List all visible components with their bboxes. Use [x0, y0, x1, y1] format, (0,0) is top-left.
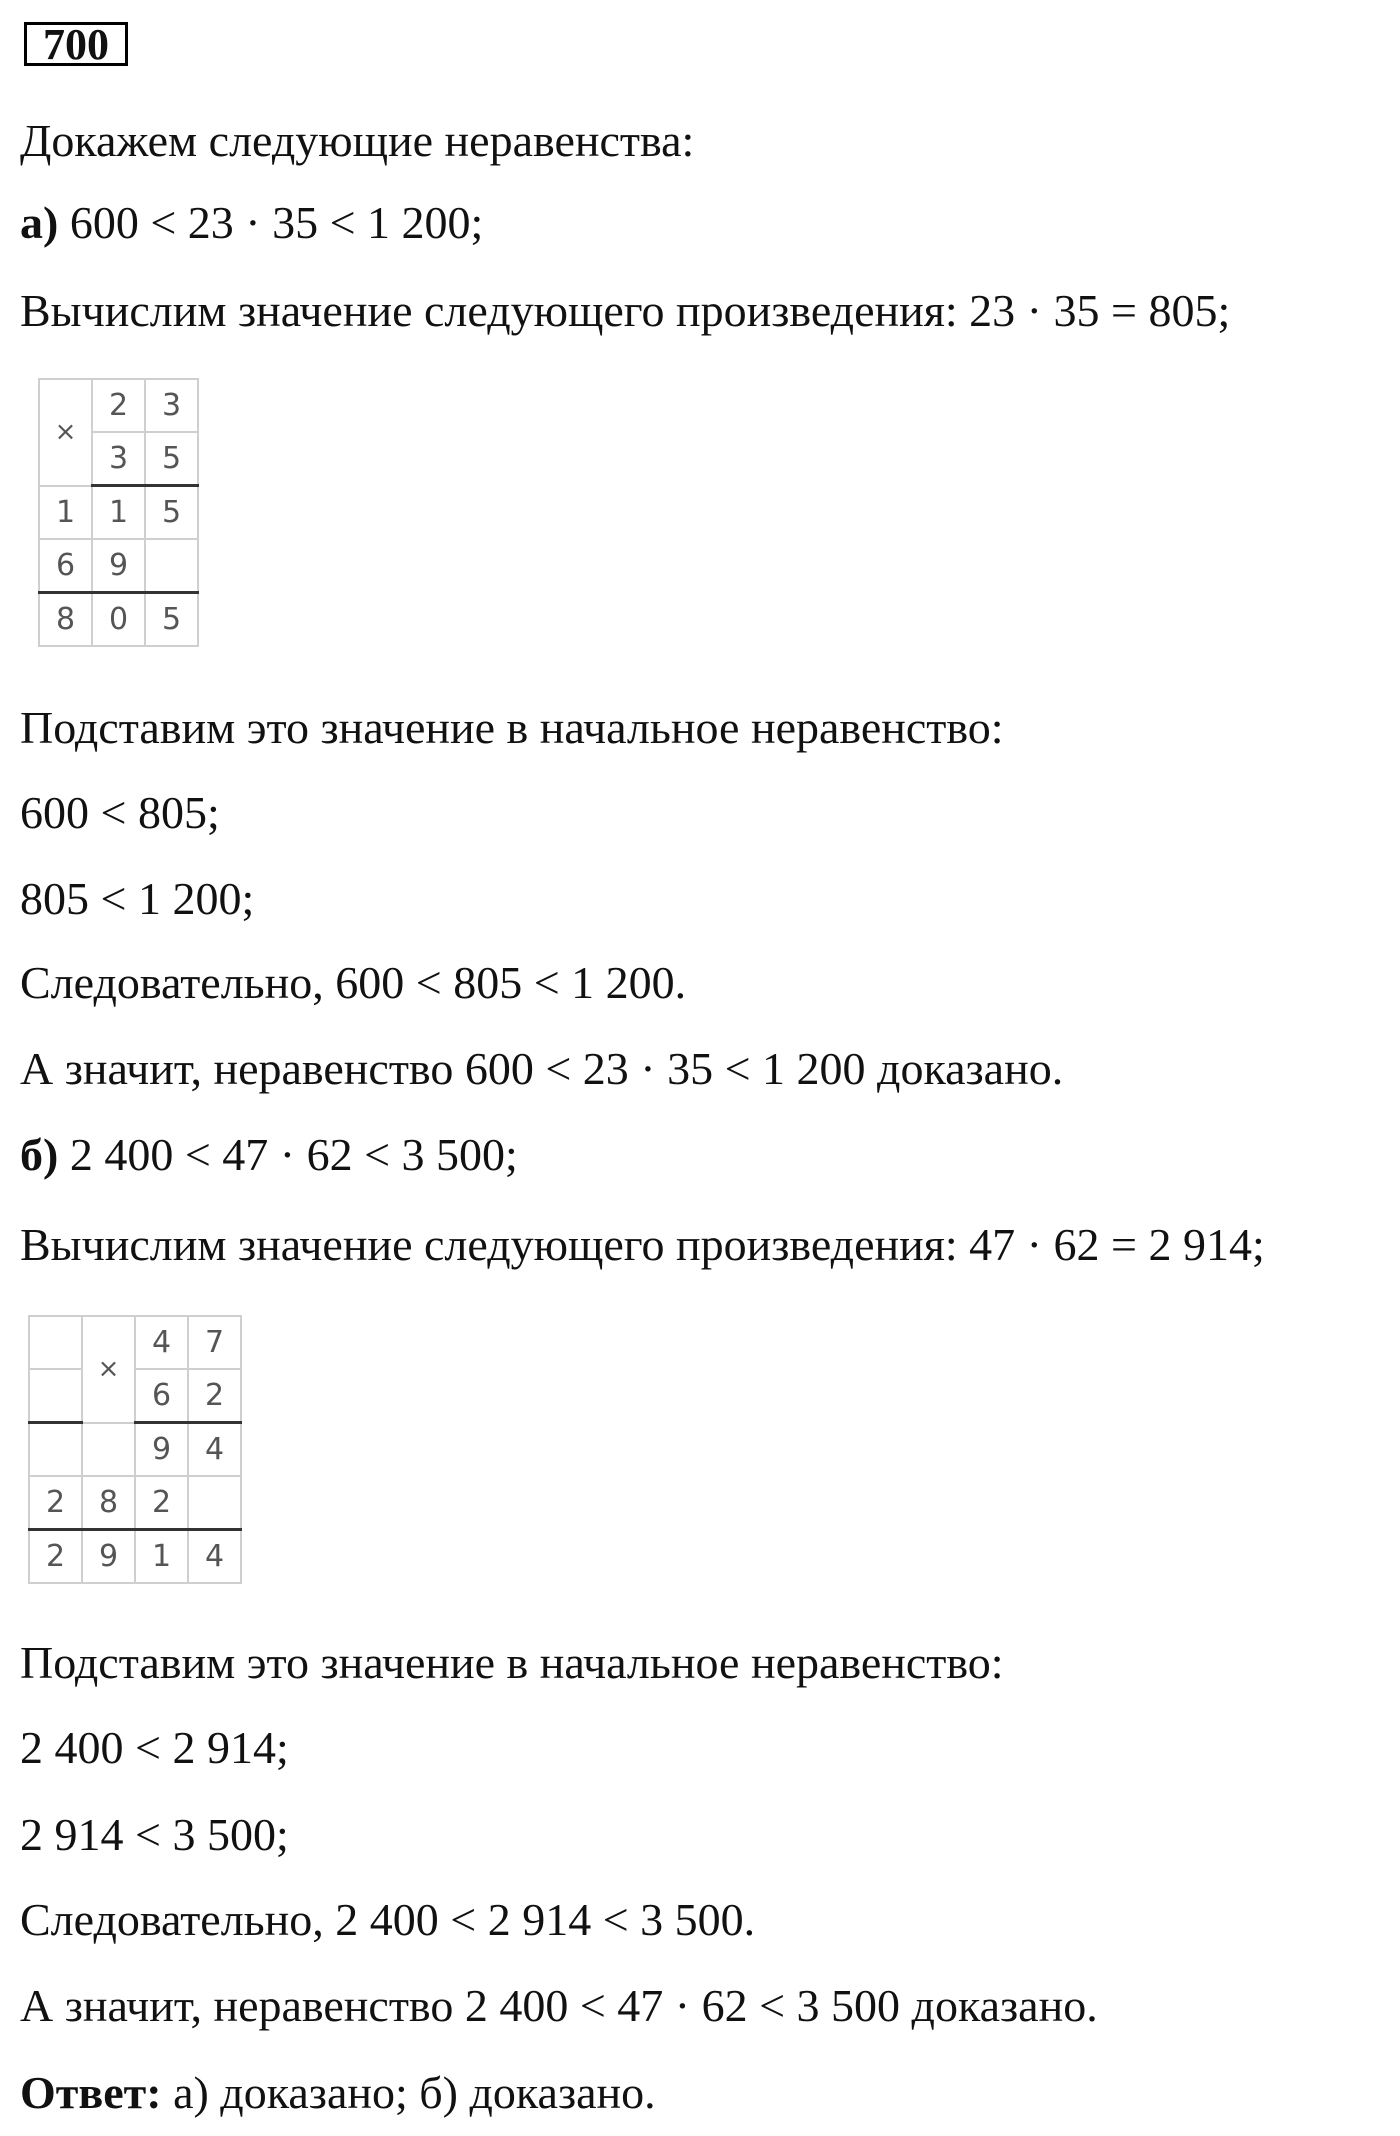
table-cell: 9	[82, 1530, 135, 1584]
multiply-sign: ×	[39, 379, 92, 486]
table-cell: 9	[92, 539, 145, 593]
problem-number: 700	[24, 22, 128, 66]
part-b-conclusion: А значит, неравенство 2 400 < 47 · 62 < 3 500 доказано.	[20, 1980, 1098, 2031]
part-a-conclusion: А значит, неравенство 600 < 23 · 35 < 1 200 доказано.	[20, 1043, 1064, 1094]
table-cell: 2	[92, 379, 145, 432]
table-cell: 4	[188, 1530, 241, 1584]
table-cell: 6	[39, 539, 92, 593]
table-cell: 5	[145, 486, 198, 540]
part-a-consequence: Следовательно, 600 < 805 < 1 200.	[20, 957, 687, 1008]
part-a-label: а)	[20, 197, 59, 248]
part-a-statement	[20, 197, 484, 248]
part-b-multiplication-table	[28, 1315, 242, 1584]
table-cell: 3	[145, 379, 198, 432]
table-cell	[29, 1369, 82, 1423]
multiply-sign: ×	[82, 1316, 135, 1423]
part-b-statement	[20, 1129, 518, 1180]
table-cell: 1	[92, 486, 145, 540]
table-cell: 2	[29, 1476, 82, 1530]
table-cell	[82, 1423, 135, 1477]
table-cell: 3	[92, 432, 145, 486]
intro-text: Докажем следующие неравенства:	[20, 115, 695, 166]
part-a-inequality: 600 < 23 · 35 < 1 200;	[69, 197, 484, 248]
part-b-step-1: 2 400 < 2 914;	[20, 1722, 289, 1773]
part-a-step-2: 805 < 1 200;	[20, 873, 255, 924]
table-cell: 0	[92, 593, 145, 647]
table-cell: 7	[188, 1316, 241, 1369]
table-cell	[188, 1476, 241, 1530]
table-cell: 2	[29, 1530, 82, 1584]
part-b-step-2: 2 914 < 3 500;	[20, 1809, 289, 1860]
answer-label: Ответ:	[20, 2067, 162, 2118]
part-a-substitute-text: Подставим это значение в начальное неравенство:	[20, 702, 1004, 753]
table-cell: 1	[135, 1530, 188, 1584]
table-cell	[29, 1316, 82, 1369]
table-cell	[145, 539, 198, 593]
table-cell: 5	[145, 593, 198, 647]
part-b-label: б)	[20, 1129, 59, 1180]
answer-line	[20, 2067, 656, 2118]
table-cell: 2	[135, 1476, 188, 1530]
table-cell: 6	[135, 1369, 188, 1423]
table-cell	[29, 1423, 82, 1477]
part-a-multiplication-table	[38, 378, 199, 647]
table-cell: 1	[39, 486, 92, 540]
table-cell: 5	[145, 432, 198, 486]
answer-text: а) доказано; б) доказано.	[173, 2067, 656, 2118]
table-cell: 2	[188, 1369, 241, 1423]
part-b-inequality: 2 400 < 47 · 62 < 3 500;	[69, 1129, 518, 1180]
part-b-compute-text: Вычислим значение следующего произведения: 47 · 62 = 2 914;	[20, 1219, 1265, 1270]
table-cell: 4	[135, 1316, 188, 1369]
part-a-step-1: 600 < 805;	[20, 787, 220, 838]
part-b-substitute-text: Подставим это значение в начальное неравенство:	[20, 1637, 1004, 1688]
table-cell: 8	[82, 1476, 135, 1530]
table-cell: 4	[188, 1423, 241, 1477]
table-cell: 8	[39, 593, 92, 647]
part-a-compute-text: Вычислим значение следующего произведения: 23 · 35 = 805;	[20, 285, 1231, 336]
table-cell: 9	[135, 1423, 188, 1477]
part-b-consequence: Следовательно, 2 400 < 2 914 < 3 500.	[20, 1894, 756, 1945]
